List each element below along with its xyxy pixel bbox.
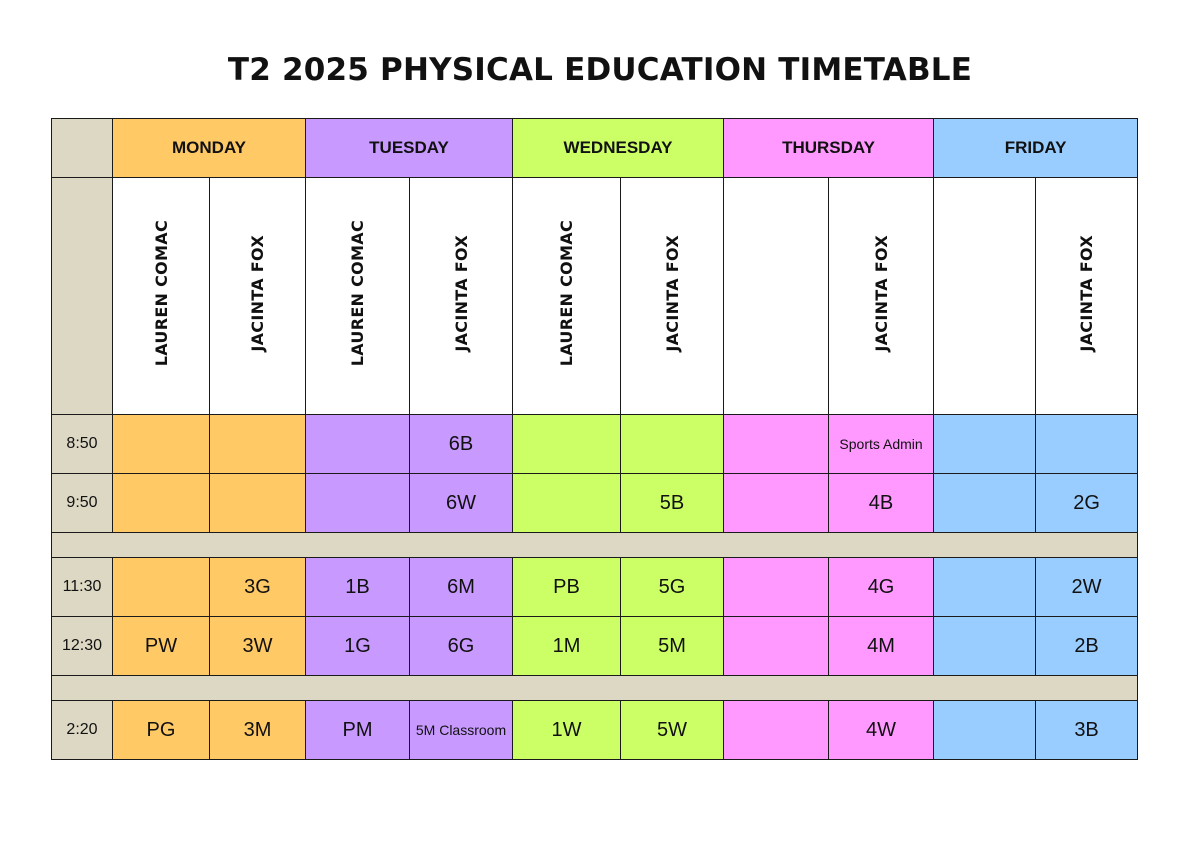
time-cell: 8:50: [52, 415, 113, 474]
class-cell: PB: [513, 558, 621, 617]
time-cell: 11:30: [52, 558, 113, 617]
corner-cell: [52, 119, 113, 178]
class-cell: [829, 415, 934, 474]
class-cell: [306, 474, 410, 533]
day-header-tuesday: TUESDAY: [306, 119, 513, 178]
class-cell: 3W: [210, 617, 306, 676]
teacher-corner-cell: [52, 178, 113, 415]
teacher-cell: [829, 178, 934, 415]
class-cell: 4W: [829, 701, 934, 760]
class-cell-text: Sports Admin: [839, 436, 923, 452]
class-cell: [621, 415, 724, 474]
day-header-row: [52, 119, 1138, 178]
class-cell: 2B: [1036, 617, 1138, 676]
class-cell: 1W: [513, 701, 621, 760]
teacher-name: JACINTA FOX: [451, 235, 471, 352]
time-cell: 12:30: [52, 617, 113, 676]
class-cell: [934, 474, 1036, 533]
class-cell: PG: [113, 701, 210, 760]
class-cell: 6M: [410, 558, 513, 617]
break-row: [52, 533, 1138, 558]
class-cell: 4B: [829, 474, 934, 533]
class-cell: [113, 558, 210, 617]
class-cell: 3M: [210, 701, 306, 760]
class-cell: [934, 558, 1036, 617]
time-cell: 9:50: [52, 474, 113, 533]
break-row: [52, 676, 1138, 701]
class-cell: [724, 617, 829, 676]
class-cell-text: 5M Classroom: [415, 722, 507, 738]
class-cell: 1G: [306, 617, 410, 676]
class-cell: [113, 474, 210, 533]
table-row: [52, 474, 1138, 533]
teacher-cell: [410, 178, 513, 415]
class-cell: 3B: [1036, 701, 1138, 760]
class-cell: [724, 474, 829, 533]
teacher-name: JACINTA FOX: [1077, 235, 1097, 352]
table-row: [52, 558, 1138, 617]
class-cell: [306, 415, 410, 474]
day-header-friday: FRIDAY: [934, 119, 1138, 178]
class-cell: 1M: [513, 617, 621, 676]
class-cell: [724, 558, 829, 617]
time-cell: 2:20: [52, 701, 113, 760]
day-header-wednesday: WEDNESDAY: [513, 119, 724, 178]
class-cell: [513, 415, 621, 474]
teacher-cell: [210, 178, 306, 415]
class-cell: 4G: [829, 558, 934, 617]
class-cell: [210, 474, 306, 533]
day-header-thursday: THURSDAY: [724, 119, 934, 178]
timetable: [51, 118, 1138, 760]
teacher-cell: [306, 178, 410, 415]
teacher-cell: [621, 178, 724, 415]
class-cell: 6W: [410, 474, 513, 533]
class-cell: [410, 701, 513, 760]
class-cell: [724, 415, 829, 474]
teacher-name: JACINTA FOX: [871, 235, 891, 352]
class-cell: [934, 701, 1036, 760]
class-cell: [210, 415, 306, 474]
teacher-name: JACINTA FOX: [662, 235, 682, 352]
teacher-name: LAUREN COMAC: [348, 220, 367, 367]
class-cell: 5W: [621, 701, 724, 760]
class-cell: 6B: [410, 415, 513, 474]
teacher-cell: [513, 178, 621, 415]
teacher-name: LAUREN COMAC: [557, 220, 577, 367]
class-cell: 1B: [306, 558, 410, 617]
teacher-name: JACINTA FOX: [248, 235, 267, 352]
class-cell: 5B: [621, 474, 724, 533]
break-cell: [52, 533, 1138, 558]
class-cell: [934, 617, 1036, 676]
class-cell: 5M: [621, 617, 724, 676]
page-title: T2 2025 PHYSICAL EDUCATION TIMETABLE: [227, 52, 973, 88]
class-cell: 3G: [210, 558, 306, 617]
teacher-row: [52, 178, 1138, 415]
class-cell: [934, 415, 1036, 474]
class-cell: 2G: [1036, 474, 1138, 533]
class-cell: [513, 474, 621, 533]
class-cell: [724, 701, 829, 760]
class-cell: [1036, 415, 1138, 474]
class-cell: PW: [113, 617, 210, 676]
table-row: [52, 415, 1138, 474]
day-header-monday: MONDAY: [113, 119, 306, 178]
break-cell: [52, 676, 1138, 701]
class-cell: 4M: [829, 617, 934, 676]
class-cell: [113, 415, 210, 474]
table-row: [52, 617, 1138, 676]
teacher-name: LAUREN COMAC: [151, 220, 171, 367]
teacher-cell: [1036, 178, 1138, 415]
class-cell: 6G: [410, 617, 513, 676]
table-row: [52, 701, 1138, 760]
teacher-cell: [724, 178, 829, 415]
teacher-cell: [113, 178, 210, 415]
class-cell: PM: [306, 701, 410, 760]
teacher-cell: [934, 178, 1036, 415]
class-cell: 5G: [621, 558, 724, 617]
class-cell: 2W: [1036, 558, 1138, 617]
